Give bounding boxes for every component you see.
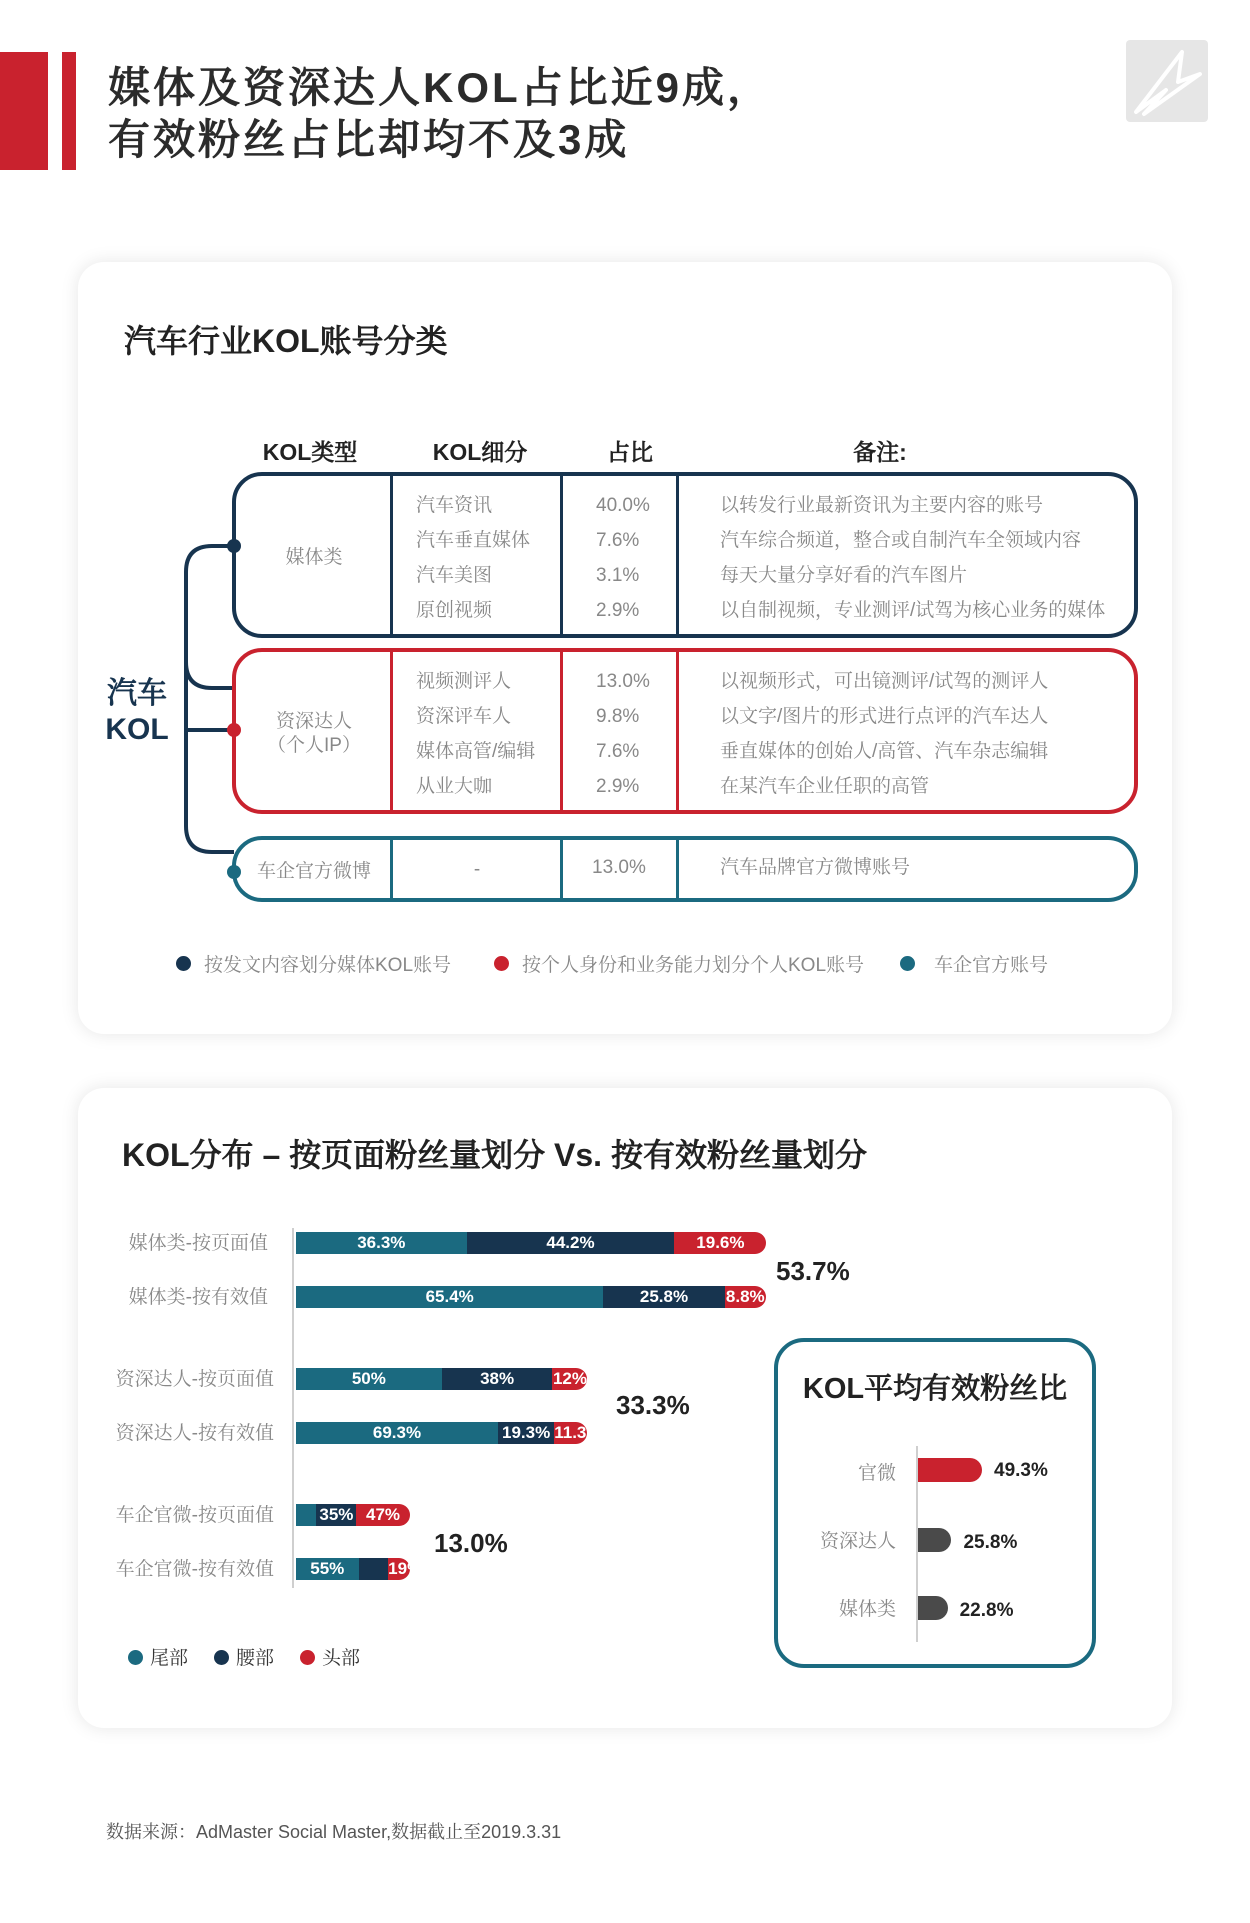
- expert-pct-1: 13.0%: [596, 671, 650, 692]
- bar-0-waist: 44.2%: [467, 1232, 675, 1254]
- table-title: 汽车行业KOL账号分类: [124, 323, 448, 359]
- bar-1-waist: 25.8%: [603, 1286, 724, 1308]
- bar-0-tail: 36.3%: [296, 1232, 467, 1254]
- official-note: 汽车品牌官方微博账号: [720, 857, 911, 878]
- inset-label-2: 媒体类: [838, 1599, 896, 1620]
- legend-waist-dot: [214, 1650, 229, 1665]
- bar-row-0: [296, 1232, 816, 1254]
- media-sub-4: 原创视频: [416, 600, 493, 621]
- media-note-2: 汽车综合频道，整合或自制汽车全领域内容: [720, 530, 1082, 551]
- bar-row-3: [296, 1422, 816, 1444]
- header-red-bar: [62, 52, 76, 170]
- group-official-divider-3: [676, 838, 679, 900]
- header-notes: 备注:: [853, 439, 907, 465]
- bar-0-head: 19.6%: [674, 1232, 766, 1254]
- inset-value-1: 25.8%: [963, 1532, 1018, 1553]
- legend-official: 车企官方账号: [934, 955, 1049, 976]
- media-sub-2: 汽车垂直媒体: [416, 530, 531, 551]
- expert-note-1: 以视频形式，可出镜测评/试驾的测评人: [720, 671, 1049, 692]
- bar-3-tail: 69.3%: [296, 1422, 498, 1444]
- official-pct: 13.0%: [592, 857, 646, 878]
- bar-row-5: [296, 1558, 816, 1580]
- bar-5-tail: 55%: [296, 1558, 359, 1580]
- row-label-3: 资深达人-按有效值: [115, 1423, 274, 1444]
- media-note-3: 每天大量分享好看的汽车图片: [720, 565, 968, 586]
- group-official-divider-2: [560, 838, 563, 900]
- row-label-5: 车企官微-按有效值: [115, 1559, 274, 1580]
- expert-pct-2: 9.8%: [596, 706, 640, 727]
- root-label: [104, 676, 170, 748]
- expert-note-3: 垂直媒体的创始人/高管、汽车杂志编辑: [720, 741, 1049, 762]
- media-note-4: 以自制视频，专业测评/试驾为核心业务的媒体: [720, 600, 1106, 621]
- inset-value-0: 49.3%: [994, 1460, 1048, 1481]
- inset-bar-2: [918, 1596, 948, 1620]
- group-media-divider-1: [390, 474, 393, 636]
- group-expert-pcts: [596, 664, 650, 804]
- legend-expert: 按个人身份和业务能力划分个人KOL账号: [522, 955, 865, 976]
- inset-label-1: 资深达人: [819, 1531, 896, 1552]
- group-media-pcts: [596, 488, 650, 628]
- media-pct-4: 2.9%: [596, 600, 640, 621]
- bar-5-waist: [359, 1558, 389, 1580]
- legend-waist: 腰部: [236, 1648, 275, 1669]
- bar-2-waist: 38%: [442, 1368, 553, 1390]
- row-label-1: 媒体类-按有效值: [128, 1287, 268, 1308]
- group-expert-divider-1: [390, 650, 393, 812]
- expert-note-4: 在某汽车企业任职的高管: [720, 776, 930, 797]
- data-source: 数据来源：AdMaster Social Master,数据截止至2019.3.31: [106, 1822, 562, 1842]
- media-pct-3: 3.1%: [596, 565, 640, 586]
- expert-sub-1: 视频测评人: [416, 671, 512, 692]
- media-sub-3: 汽车美图: [416, 565, 493, 586]
- header-kol-sub: KOL细分: [432, 439, 528, 465]
- group-media-divider-2: [560, 474, 563, 636]
- group-media-type: 媒体类: [285, 547, 343, 568]
- row-label-2: 资深达人-按页面值: [115, 1369, 274, 1390]
- expert-type-line1: 资深达人: [275, 711, 352, 732]
- media-sub-1: 汽车资讯: [416, 495, 493, 516]
- bar-1-head: 8.8%: [725, 1287, 765, 1306]
- title-line-1: 媒体及资深达人KOL占比近9成，: [108, 64, 773, 111]
- group-total-expert: 33.3%: [616, 1390, 690, 1420]
- inset-label-0: 官微: [857, 1463, 896, 1484]
- legend-head: 头部: [322, 1648, 361, 1669]
- media-pct-2: 7.6%: [596, 530, 640, 551]
- bar-4-tail: [296, 1504, 316, 1526]
- group-media-notes: [720, 488, 1105, 628]
- expert-sub-3: 媒体高管/编辑: [416, 741, 536, 762]
- bar-row-2: [296, 1368, 816, 1390]
- brand-logo-icon: [1126, 40, 1208, 122]
- bar-5-head: 19%: [388, 1559, 423, 1578]
- legend-tail-dot: [128, 1650, 143, 1665]
- bar-4-head: 47%: [356, 1504, 409, 1526]
- expert-pct-3: 7.6%: [596, 741, 640, 762]
- group-official-divider-1: [390, 838, 393, 900]
- group-expert-type: [240, 710, 388, 758]
- title-line-2: 有效粉丝占比却均不及3成: [108, 116, 630, 163]
- group-expert-subs: [416, 664, 535, 804]
- media-pct-1: 40.0%: [596, 495, 650, 516]
- bar-1-tail: 65.4%: [296, 1286, 603, 1308]
- inset-bar-0: [918, 1458, 982, 1482]
- official-sub: -: [473, 859, 481, 880]
- group-expert-divider-3: [676, 650, 679, 812]
- legend-media: 按发文内容划分媒体KOL账号: [204, 955, 452, 976]
- bar-3-waist: 19.3%: [498, 1422, 554, 1444]
- expert-sub-2: 资深评车人: [416, 706, 512, 727]
- media-note-1: 以转发行业最新资讯为主要内容的账号: [720, 495, 1044, 516]
- row-label-0: 媒体类-按页面值: [128, 1233, 268, 1254]
- chart-axis: [292, 1228, 294, 1588]
- expert-pct-4: 2.9%: [596, 776, 640, 797]
- bar-row-1: [296, 1286, 816, 1308]
- legend-head-dot: [300, 1650, 315, 1665]
- inset-value-2: 22.8%: [959, 1600, 1014, 1621]
- bar-2-tail: 50%: [296, 1368, 442, 1390]
- legend-tail: 尾部: [150, 1648, 189, 1669]
- inset-title: KOL平均有效粉丝比: [802, 1373, 1068, 1405]
- group-expert-notes: [720, 664, 1048, 804]
- group-media-divider-3: [676, 474, 679, 636]
- root-label-line2: KOL: [105, 713, 169, 746]
- bar-3-head: 11.3%: [554, 1423, 602, 1442]
- bar-4-waist: 35%: [316, 1504, 356, 1526]
- group-official-type: 车企官方微博: [256, 861, 371, 882]
- bar-2-head: 12%: [552, 1369, 587, 1388]
- group-expert-divider-2: [560, 650, 563, 812]
- expert-sub-4: 从业大咖: [416, 776, 493, 797]
- row-label-4: 车企官微-按页面值: [115, 1505, 274, 1526]
- header-kol-type: KOL类型: [262, 439, 358, 465]
- legend-media-dot: [176, 956, 191, 971]
- header-share: 占比: [607, 439, 653, 465]
- expert-note-2: 以文字/图片的形式进行点评的汽车达人: [720, 706, 1049, 727]
- root-label-line1: 汽车: [107, 677, 167, 710]
- legend-official-dot: [900, 956, 915, 971]
- group-total-official: 13.0%: [434, 1528, 508, 1558]
- page-title: [108, 62, 1008, 166]
- legend-expert-dot: [494, 956, 509, 971]
- bar-row-4: [296, 1504, 816, 1526]
- chart-title: KOL分布 – 按页面粉丝量划分 Vs. 按有效粉丝量划分: [122, 1137, 867, 1173]
- header-red-block: [0, 52, 48, 170]
- group-total-media: 53.7%: [776, 1256, 850, 1286]
- group-media-subs: [416, 488, 530, 628]
- expert-type-line2: （个人IP）: [267, 735, 361, 756]
- inset-bar-1: [918, 1528, 951, 1552]
